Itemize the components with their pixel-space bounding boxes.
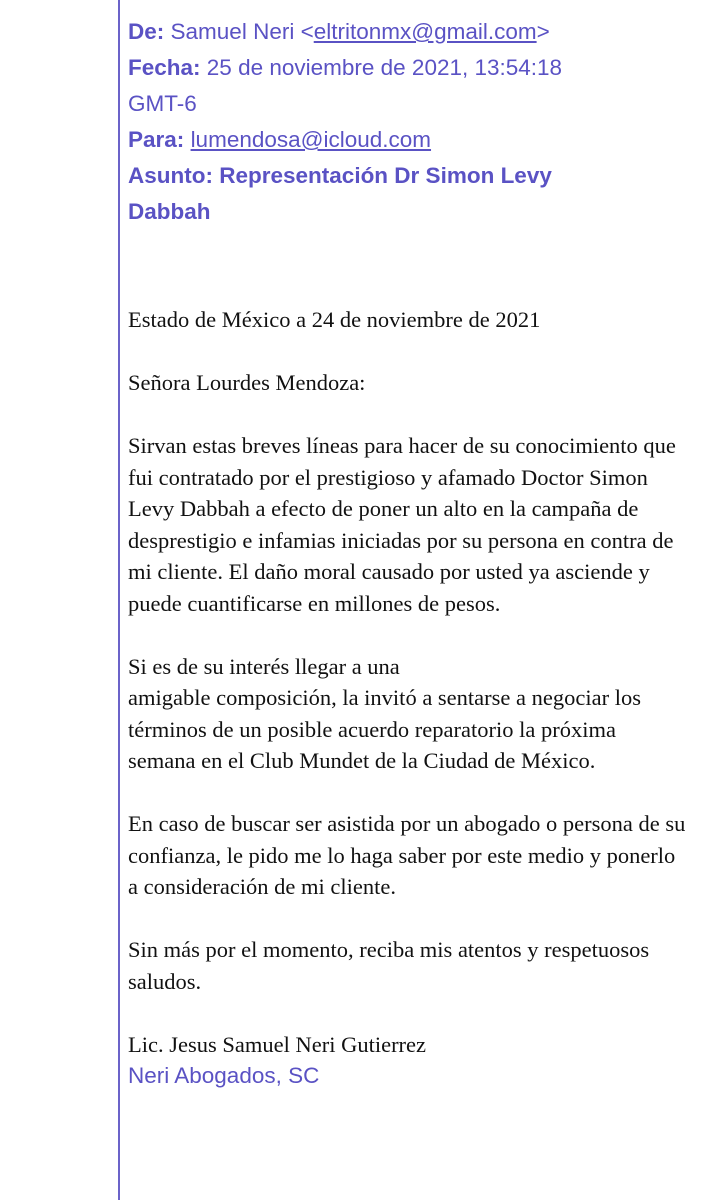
to-label: Para:	[128, 127, 185, 152]
subject-label: Asunto:	[128, 163, 213, 188]
quote-bar	[118, 0, 120, 1200]
from-label: De:	[128, 19, 165, 44]
subject-line-1: Representación Dr Simon Levy	[219, 163, 552, 188]
to-email-link[interactable]: lumendosa@icloud.com	[190, 127, 432, 152]
letter-paragraph-2-line-1: Si es de su interés llegar a una	[128, 653, 400, 679]
to-row	[128, 122, 688, 158]
letter-greeting: Señora Lourdes Mendoza:	[128, 370, 366, 395]
letter-paragraph-2-rest: amigable composición, la invitó a sentarse a negociar los términos de un posible acuerdo reparatorio la próxima semana en el Club Mundet de la Ciudad de México.	[128, 685, 641, 773]
date-timezone: GMT-6	[128, 91, 197, 116]
from-row	[128, 14, 688, 50]
letter-closing: Sin más por el momento, reciba mis atentos y respetuosos saludos.	[128, 937, 650, 994]
signature-firm: Neri Abogados, SC	[128, 1063, 320, 1088]
letter-body	[128, 304, 688, 1123]
letter-paragraph-3: En caso de buscar ser asistida por un abogado o persona de su confianza, le pido me lo haga saber por este medio y ponerlo a consideración de mi cliente.	[128, 811, 686, 899]
letter-paragraph-1: Sirvan estas breves líneas para hacer de su conocimiento que fui contratado por el prestigioso y afamado Doctor Simon Levy Dabbah a efecto de poner un alto en la campaña de desprestigio e infamias iniciadas por su persona en contra de mi cliente. El daño moral causado por usted ya asciende y puede cuantificarse en millones de pesos.	[128, 433, 676, 616]
date-row	[128, 50, 688, 86]
signature-name: Lic. Jesus Samuel Neri Gutierrez	[128, 1031, 427, 1057]
date-label: Fecha:	[128, 55, 201, 80]
subject-line-2: Dabbah	[128, 199, 211, 224]
letter-paragraph-2	[128, 651, 688, 777]
email-headers	[128, 14, 688, 230]
from-email-link[interactable]: eltritonmx@gmail.com	[313, 19, 537, 44]
letter-place-date: Estado de México a 24 de noviembre de 2021	[128, 307, 541, 332]
from-name: Samuel Neri <	[170, 19, 314, 44]
from-close: >	[536, 19, 550, 44]
subject-row	[128, 158, 688, 194]
date-value: 25 de noviembre de 2021, 13:54:18	[206, 55, 563, 80]
